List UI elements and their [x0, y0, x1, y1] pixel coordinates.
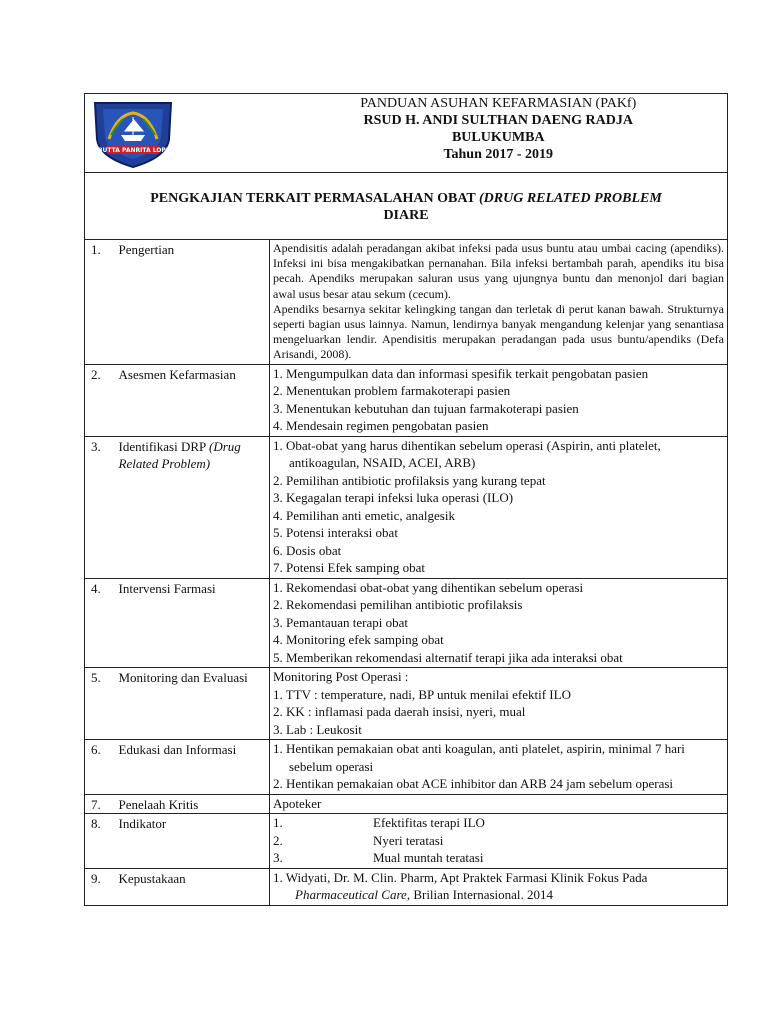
row-number: 5.	[85, 668, 117, 740]
row-monitoring	[85, 668, 728, 740]
list-item	[273, 814, 724, 832]
logo-ribbon-text: BUTTA PANRITA LOPI	[97, 147, 169, 154]
row-indikator	[85, 814, 728, 869]
monitoring-heading: Monitoring Post Operasi :	[273, 669, 409, 685]
paragraph: Apendisitis adalah peradangan akibat infeksi pada usus buntu atau umbai cacing (apendiks). Infeksi ini bisa mengakibatkan pernanahan. Bila infeksi bertambah parah, apendiks itu bisa pecah. Apendiks merupakan saluran usus yang ujungnya buntu dan menonjol dari bagian awal usus besar atau sekum (cecum).	[273, 241, 724, 301]
row-label: Penelaah Kritis	[117, 794, 270, 814]
reference-suffix: , Brilian Internasional. 2014	[406, 887, 554, 903]
pengertian-content	[270, 240, 728, 365]
list-item: 1. TTV : temperature, nadi, BP untuk menilai efektif ILO	[273, 686, 571, 702]
list-item: 3. Pemantauan terapi obat	[273, 614, 409, 630]
item-number: 2.	[273, 832, 283, 848]
row-intervensi	[85, 578, 728, 668]
list-item: 1. Rekomendasi obat-obat yang dihentikan sebelum operasi	[273, 579, 584, 595]
item-number: 3.	[273, 850, 283, 866]
item-text: Nyeri teratasi	[373, 832, 444, 848]
list-item: 4. Mendesain regimen pengobatan pasien	[273, 418, 489, 434]
row-number: 6.	[85, 740, 117, 795]
row-kepustakaan	[85, 868, 728, 905]
list-item: 3. Lab : Leukosit	[273, 721, 362, 737]
list-item: 6. Dosis obat	[273, 542, 342, 558]
row-label: Pengertian	[117, 240, 270, 365]
paragraph: Apendiks besarnya sekitar kelingking tangan dan terletak di perut kanan bawah. Strukturnya seperti bagian usus lainnya. Namun, lendirnya banyak mengandung kelenjar yang senantiasa mengeluarkan lendir. Apendisitis merupakan peradangan pada usus buntu/apendiks (Defa Arisandi, 2008).	[273, 301, 724, 362]
list-item: 1. Hentikan pemakaian obat anti koagulan, anti platelet, aspirin, minimal 7 hari sebelum operasi	[273, 741, 685, 774]
subtitle-line2: DIARE	[383, 208, 429, 223]
subtitle-row	[85, 173, 728, 240]
row-pengertian	[85, 240, 728, 365]
row-edukasi	[85, 740, 728, 795]
indikator-content	[270, 814, 728, 869]
list-item	[273, 832, 724, 850]
list-item: 1. Obat-obat yang harus dihentikan sebelum operasi (Aspirin, anti platelet, antikoagulan, NSAID, ACEI, ARB)	[273, 437, 661, 471]
row-number: 7.	[85, 794, 117, 814]
list-item: 4. Monitoring efek samping obat	[273, 632, 444, 648]
list-item: 2. KK : inflamasi pada daerah insisi, nyeri, mual	[273, 704, 526, 720]
monitoring-content	[270, 668, 728, 740]
hospital-logo-icon	[87, 95, 179, 171]
subtitle-text: PENGKAJIAN TERKAIT PERMASALAHAN OBAT	[150, 191, 479, 206]
list-item	[273, 849, 724, 867]
list-item: 4. Pemilihan anti emetic, analgesik	[273, 507, 455, 523]
label-italic: (Drug Related Problem)	[118, 438, 241, 471]
row-number: 9.	[85, 868, 117, 905]
subtitle-italic: (DRUG RELATED PROBLEM	[478, 191, 662, 206]
document-page	[84, 93, 728, 906]
row-label: Edukasi dan Informasi	[117, 740, 270, 795]
item-number: 1.	[273, 815, 283, 831]
reference-italic: Pharmaceutical Care	[295, 887, 407, 903]
asesmen-content	[270, 364, 728, 436]
row-label	[117, 436, 270, 578]
list-item: 2. Hentikan pemakaian obat ACE inhibitor dan ARB 24 jam sebelum operasi	[273, 776, 674, 792]
header-line4: Tahun 2017 - 2019	[443, 147, 554, 162]
list-item: 3. Menentukan kebutuhan dan tujuan farmakoterapi pasien	[273, 400, 579, 416]
penelaah-content: Apoteker	[270, 794, 728, 814]
row-label: Intervensi Farmasi	[117, 578, 270, 668]
header-line2: RSUD H. ANDI SULTHAN DAENG RADJA	[363, 113, 633, 128]
list-item: 7. Potensi Efek samping obat	[273, 560, 426, 576]
list-item: 2. Rekomendasi pemilihan antibiotic profilaksis	[273, 597, 523, 613]
header-row	[85, 94, 728, 173]
subtitle-cell	[85, 173, 728, 240]
label-text: Identifikasi DRP	[118, 438, 210, 454]
row-label: Kepustakaan	[117, 868, 270, 905]
header-text-cell	[270, 94, 728, 173]
identifikasi-content	[270, 436, 728, 578]
logo-cell	[85, 94, 270, 173]
row-label: Asesmen Kefarmasian	[117, 364, 270, 436]
item-text: Mual muntah teratasi	[373, 850, 484, 866]
list-item: 2. Menentukan problem farmakoterapi pasien	[273, 383, 511, 399]
row-asesmen	[85, 364, 728, 436]
header-line1: PANDUAN ASUHAN KEFARMASIAN (PAKf)	[360, 96, 637, 111]
row-label: Monitoring dan Evaluasi	[117, 668, 270, 740]
row-number: 2.	[85, 364, 117, 436]
kepustakaan-content	[270, 868, 728, 905]
intervensi-content	[270, 578, 728, 668]
item-text: Efektifitas terapi ILO	[373, 815, 485, 831]
list-item: 5. Potensi interaksi obat	[273, 525, 398, 541]
row-number: 3.	[85, 436, 117, 578]
pakf-table	[84, 93, 728, 906]
row-label: Indikator	[117, 814, 270, 869]
list-item: 5. Memberikan rekomendasi alternatif terapi jika ada interaksi obat	[273, 649, 623, 665]
row-penelaah	[85, 794, 728, 814]
row-number: 1.	[85, 240, 117, 365]
reference-text: 1. Widyati, Dr. M. Clin. Pharm, Apt Praktek Farmasi Klinik Fokus Pada	[273, 869, 648, 885]
edukasi-content	[270, 740, 728, 795]
list-item: 2. Pemilihan antibiotic profilaksis yang kurang tepat	[273, 472, 546, 488]
row-number: 4.	[85, 578, 117, 668]
row-number: 8.	[85, 814, 117, 869]
row-identifikasi	[85, 436, 728, 578]
header-line3: BULUKUMBA	[451, 130, 545, 145]
list-item: 1. Mengumpulkan data dan informasi spesifik terkait pengobatan pasien	[273, 365, 649, 381]
list-item: 3. Kegagalan terapi infeksi luka operasi (ILO)	[273, 490, 514, 506]
reference-item	[273, 869, 724, 904]
